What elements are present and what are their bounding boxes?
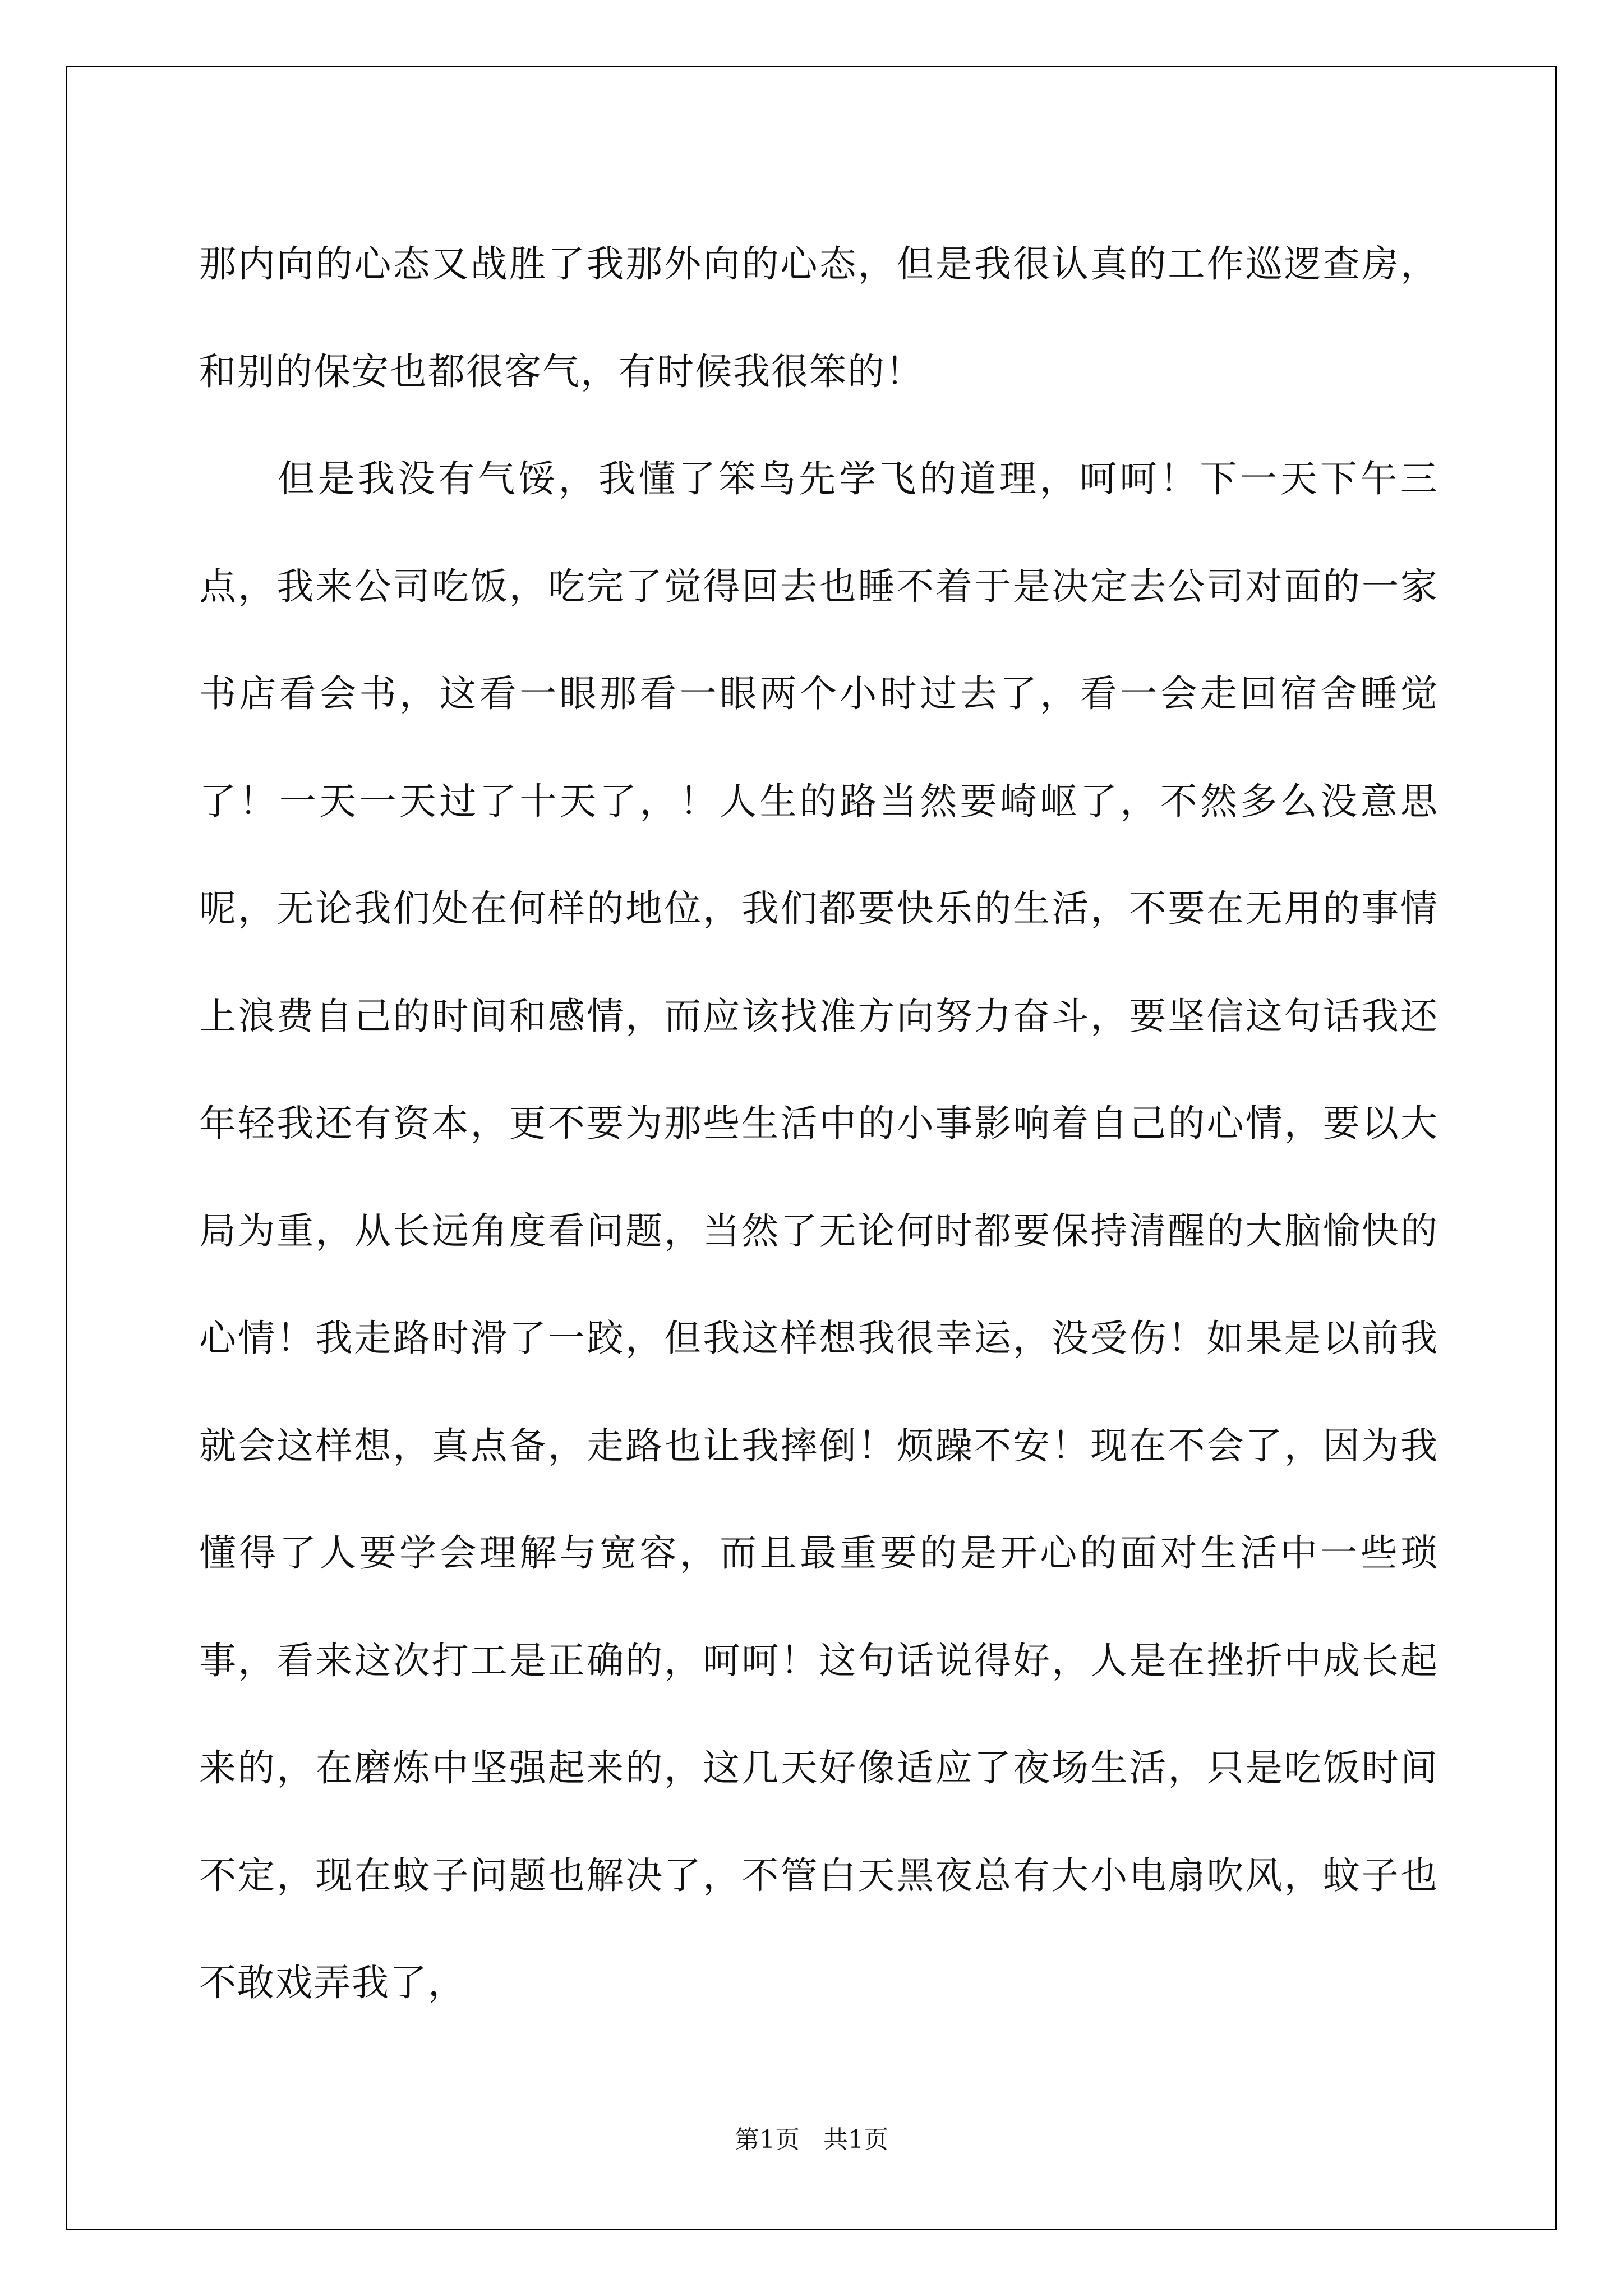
page-number-footer: 第1页 共1页	[735, 2125, 888, 2154]
paragraph-2: 但是我没有气馁，我懂了笨鸟先学飞的道理，呵呵！下一天下午三点，我来公司吃饭，吃完了觉得回去也睡不着于是决定去公司对面的一家书店看会书，这看一眼那看一眼两个小时过去了，看一会走回宿舍睡觉了！一天一天过了十天了，！人生的路当然要崎岖了，不然多么没意思呢，无论我们处在何样的地位，我们都要快乐的生活，不要在无用的事情上浪费自己的时间和感情，而应该找准方向努力奋斗，要坚信这句话我还年轻我还有资本，更不要为那些生活中的小事影响着自己的心情，要以大局为重，从长远角度看问题，当然了无论何时都要保持清醒的大脑愉快的心情！我走路时滑了一跤，但我这样想我很幸运，没受伤！如果是以前我就会这样想，真点备，走路也让我摔倒！烦躁不安！现在不会了，因为我懂得了人要学会理解与宽容，而且最重要的是开心的面对生活中一些琐事，看来这次打工是正确的，呵呵！这句话说得好，人是在挫折中成长起来的，在磨炼中坚强起来的，这几天好像适应了夜场生活，只是吃饭时间不定，现在蚊子问题也解决了，不管白天黑夜总有大小电扇吹风，蚊子也不敢戏弄我了，	[199, 457, 1438, 2004]
paragraph-1: 那内向的心态又战胜了我那外向的心态，但是我很认真的工作巡逻查房，和别的保安也都很客气，有时候我很笨的！	[199, 242, 1438, 393]
document-body	[199, 210, 1438, 2037]
